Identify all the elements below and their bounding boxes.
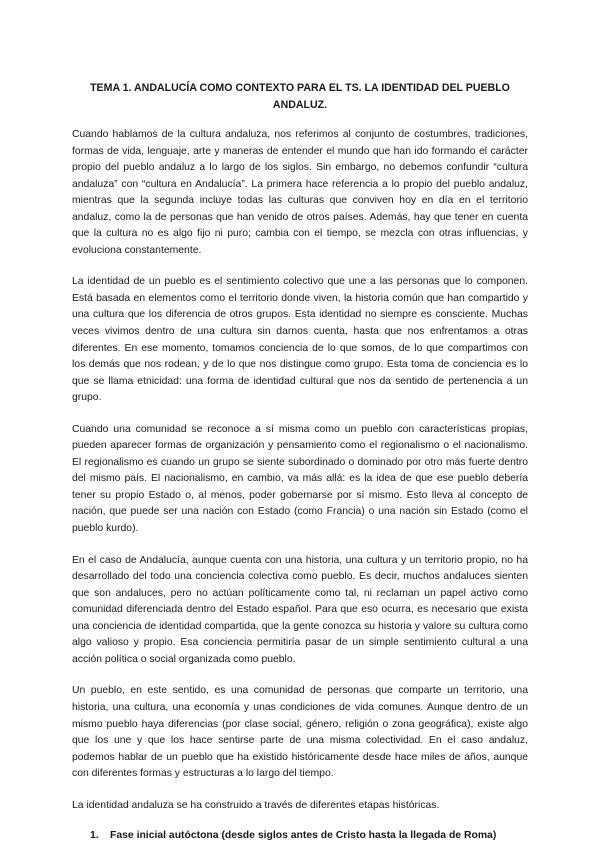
section-heading — [72, 828, 528, 845]
paragraph: Cuando hablamos de la cultura andaluza, nos referimos al conjunto de costumbres, tradiciones, formas de vida, lenguaje, arte y maneras de entender el mundo que han ido formando el carácter propio del pueblo andaluz a lo largo de los siglos. Sin embargo, no debemos confundir “cultura andaluza” con “cultura en Andalucía”. La primera hace referencia a lo propio del pueblo andaluz, mientras que la segunda incluye todas las culturas que conviven hoy en día en el territorio andaluz, como la de personas que han venido de otros países. Además, hay que tener en cuenta que la cultura no es algo fijo ni puro; cambia con el tiempo, se mezcla con otras influencias, y evoluciona constantemente. — [72, 129, 528, 256]
paragraph: En el caso de Andalucía, aunque cuenta con una historia, una cultura y un territorio propio, no ha desarrollado del todo una conciencia colectiva como pueblo. Es decir, muchos andaluces sienten que son andaluces, pero no actúan políticamente como tal, ni reclaman un papel activo como comunidad diferenciada dentro del Estado español. Para que eso ocurra, es necesario que exista una conciencia de identidad compartida, que la gente conozca su historia y valore su cultura como algo valioso y propio. Esa conciencia permitiría pasar de un simple sentimiento cultural a una acción política o social organizada como pueblo. — [72, 554, 528, 665]
document-title: TEMA 1. ANDALUCÍA COMO CONTEXTO PARA EL TS. LA IDENTIDAD DEL PUEBLO ANDALUZ. — [90, 82, 510, 111]
section-number: 1. — [90, 830, 99, 842]
paragraph: Un pueblo, en este sentido, es una comunidad de personas que comparte un territorio, una historia, una cultura, una economía y unas condiciones de vida comunes. Aunque dentro de un mismo pueblo haya diferencias (por clase social, género, religión o zona geográfica), existe algo que los une y que los hace sentirse parte de una misma colectividad. En el caso andaluz, podemos hablar de un pueblo que ha existido históricamente desde hace miles de años, aunque con diferentes formas y estructuras a lo largo del tiempo. — [72, 685, 528, 780]
document-body — [72, 127, 528, 845]
section-label: Fase inicial autóctona (desde siglos antes de Cristo hasta la llegada de Roma) — [110, 830, 497, 842]
paragraph: Cuando una comunidad se reconoce a sí misma como un pueblo con características propias, pueden aparecer formas de organización y pensamiento como el regionalismo o el nacionalismo. El regionalismo es cuando un grupo se siente subordinado o dominado por otro más fuerte dentro del mismo país. El nacionalismo, en cambio, va más allá: es la idea de que ese pueblo debería tener su propio Estado o, al menos, poder gobernarse por sí mismo. Esto lleva al concepto de nación, que puede ser una nación con Estado (como Francia) o una nación sin Estado (como el pueblo kurdo). — [72, 423, 528, 535]
paragraph: La identidad de un pueblo es el sentimiento colectivo que une a las personas que lo componen. Está basada en elementos como el territorio donde viven, la historia común que han compartido y una cultura que los diferencia de otros grupos. Esta identidad no siempre es consciente. Muchas veces vivimos dentro de una cultura sin darnos cuenta, hasta que nos enfrentamos a otras diferentes. En ese momento, tomamos conciencia de lo que somos, de lo que compartimos con los demás que nos rodean, y de lo que nos distingue como grupo. Esta toma de conciencia es lo que se llama etnicidad: una forma de identidad cultural que nos da sentido de pertenencia a un grupo. — [72, 276, 528, 404]
intro-line: La identidad andaluza se ha construido a través de diferentes etapas históricas. — [72, 799, 440, 811]
